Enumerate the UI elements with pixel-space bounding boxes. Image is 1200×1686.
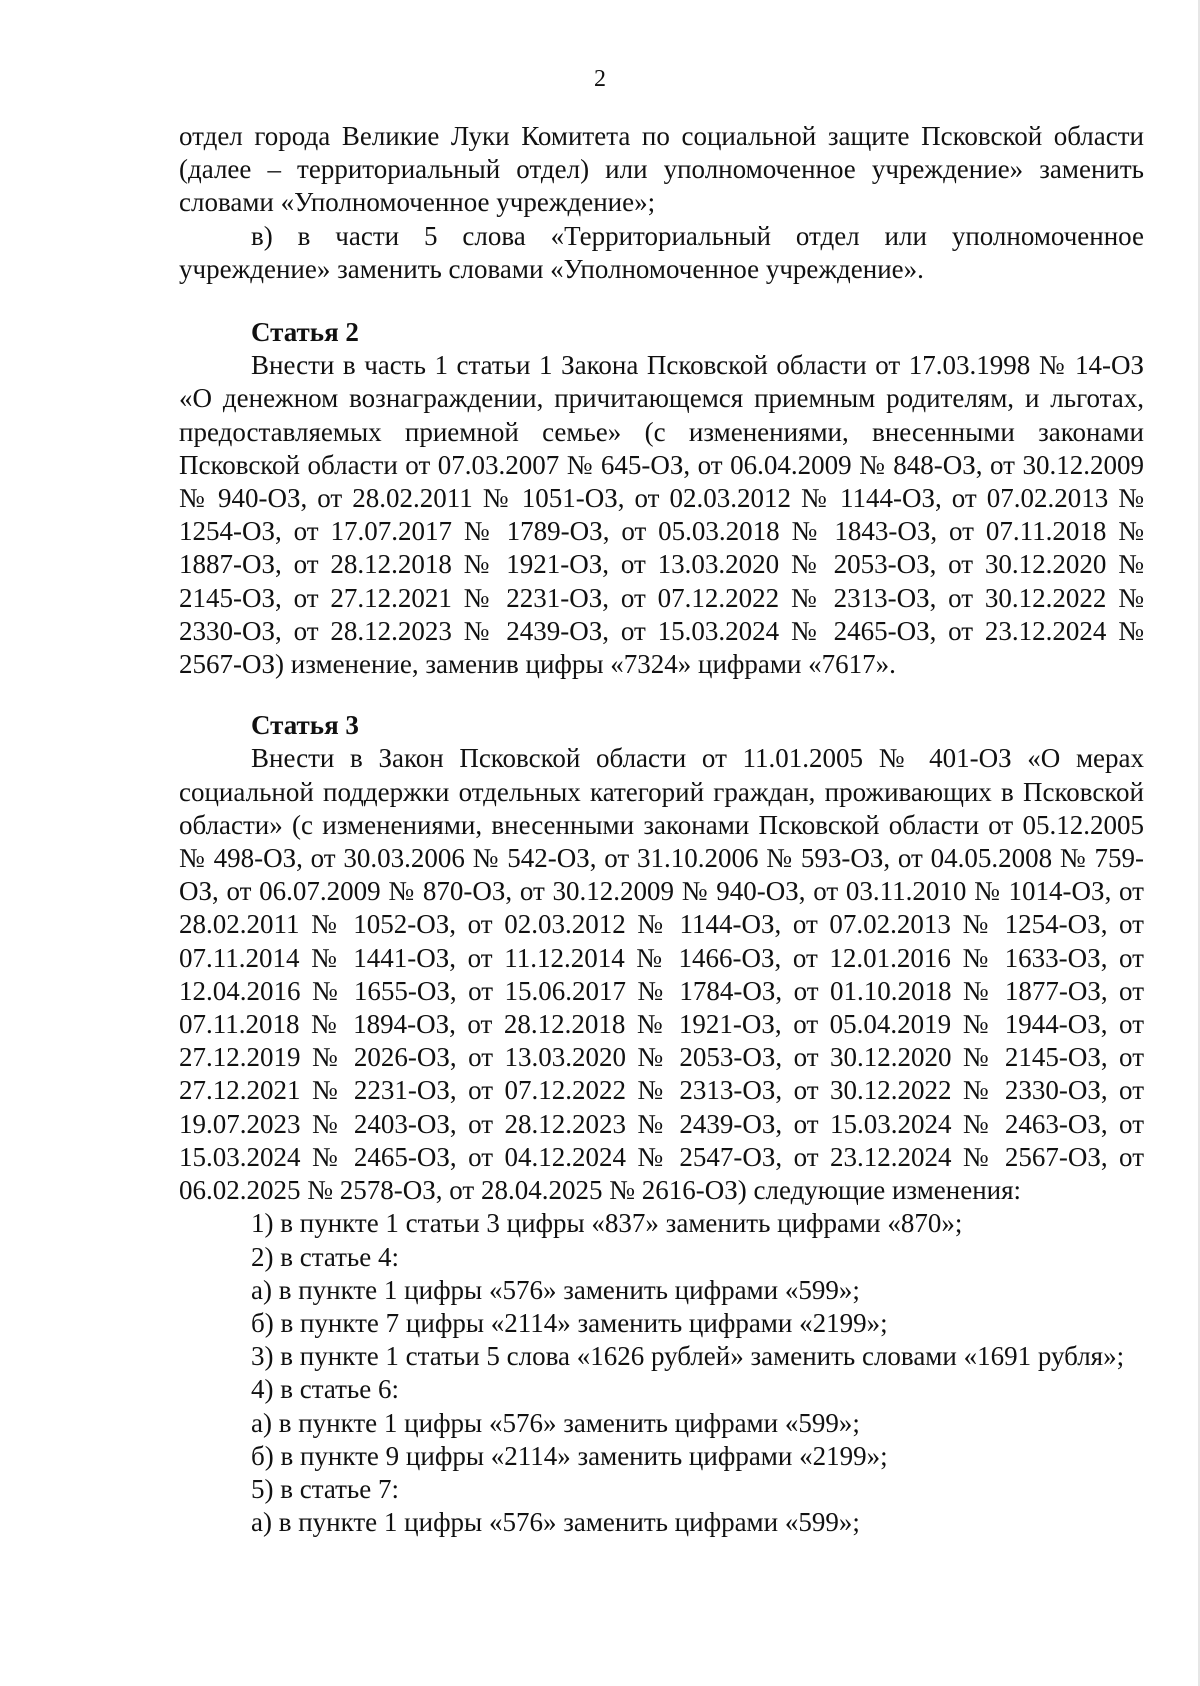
list-item: а) в пункте 1 цифры «576» заменить цифрами «599»; [251, 1407, 860, 1438]
document-body [179, 120, 1144, 1539]
list-item: 2) в статье 4: [251, 1241, 399, 1272]
list-item: б) в пункте 9 цифры «2114» заменить цифрами «2199»; [251, 1440, 888, 1471]
article-2-heading: Статья 2 [251, 317, 359, 348]
spacer [179, 681, 1144, 709]
page-number: 2 [594, 66, 606, 92]
list-item: а) в пункте 1 цифры «576» заменить цифрами «599»; [251, 1274, 860, 1305]
list-item: 3) в пункте 1 статьи 5 слова «1626 рублей» заменить словами «1691 рубля»; [251, 1341, 1125, 1372]
article-3-heading: Статья 3 [251, 710, 359, 741]
list-item: 1) в пункте 1 статьи 3 цифры «837» заменить цифрами «870»; [251, 1208, 963, 1239]
list-item: б) в пункте 7 цифры «2114» заменить цифрами «2199»; [251, 1307, 888, 1338]
list-item: 5) в статье 7: [251, 1473, 399, 1504]
list-item: 4) в статье 6: [251, 1374, 399, 1405]
list-item: а) в пункте 1 цифры «576» заменить цифрами «599»; [251, 1507, 860, 1538]
article-3-text: Внести в Закон Псковской области от 11.01.2005 № 401-ОЗ «О мерах социальной поддержки отдельных категорий граждан, проживающих в Псковской области» (с изменениями, внесенными законами Псковской области от 05.12.2005 № 498-ОЗ, от 30.03.2006 № 542-ОЗ, от 31.10.2006 № 593-ОЗ, от 04.05.2008 № 759-ОЗ, от 06.07.2009 № 870-ОЗ, от 30.12.2009 № 940-ОЗ, от 03.11.2010 № 1014-ОЗ, от 28.02.2011 № 1052-ОЗ, от 02.03.2012 № 1144-ОЗ, от 07.02.2013 № 1254-ОЗ, от 07.11.2014 № 1441-ОЗ, от 11.12.2014 № 1466-ОЗ, от 12.01.2016 № 1633-ОЗ, от 12.04.2016 № 1655-ОЗ, от 15.06.2017 № 1784-ОЗ, от 01.10.2018 № 1877-ОЗ, от 07.11.2018 № 1894-ОЗ, от 28.12.2018 № 1921-ОЗ, от 05.04.2019 № 1944-ОЗ, от 27.12.2019 № 2026-ОЗ, от 13.03.2020 № 2053-ОЗ, от 30.12.2020 № 2145-ОЗ, от 27.12.2021 № 2231-ОЗ, от 07.12.2022 № 2313-ОЗ, от 30.12.2022 № 2330-ОЗ, от 19.07.2023 № 2403-ОЗ, от 28.12.2023 № 2439-ОЗ, от 15.03.2024 № 2463-ОЗ, от 15.03.2024 № 2465-ОЗ, от 04.12.2024 № 2547-ОЗ, от 23.12.2024 № 2567-ОЗ, от 06.02.2025 № 2578-ОЗ, от 28.04.2025 № 2616-ОЗ) следующие изменения: [179, 743, 1144, 1206]
spacer [179, 286, 1144, 316]
article-2-text: Внести в часть 1 статьи 1 Закона Псковской области от 17.03.1998 № 14-ОЗ «О денежном вознаграждении, причитающемся приемным родителям, и льготах, предоставляемых приемной семье» (с изменениями, внесенными законами Псковской области от 07.03.2007 № 645-ОЗ, от 06.04.2009 № 848-ОЗ, от 30.12.2009 № 940-ОЗ, от 28.02.2011 № 1051-ОЗ, от 02.03.2012 № 1144-ОЗ, от 07.02.2013 № 1254-ОЗ, от 17.07.2017 № 1789-ОЗ, от 05.03.2018 № 1843-ОЗ, от 07.11.2018 № 1887-ОЗ, от 28.12.2018 № 1921-ОЗ, от 13.03.2020 № 2053-ОЗ, от 30.12.2020 № 2145-ОЗ, от 27.12.2021 № 2231-ОЗ, от 07.12.2022 № 2313-ОЗ, от 30.12.2022 № 2330-ОЗ, от 28.12.2023 № 2439-ОЗ, от 15.03.2024 № 2465-ОЗ, от 23.12.2024 № 2567-ОЗ) изменение, заменив цифры «7324» цифрами «7617». [179, 350, 1144, 680]
paragraph-v: в) в части 5 слова «Территориальный отдел или уполномоченное учреждение» заменить словами «Уполномоченное учреждение». [179, 220, 1144, 284]
continuation-paragraph: отдел города Великие Луки Комитета по социальной защите Псковской области (далее – территориальный отдел) или уполномоченное учреждение» заменить словами «Уполномоченное учреждение»; [179, 121, 1144, 218]
